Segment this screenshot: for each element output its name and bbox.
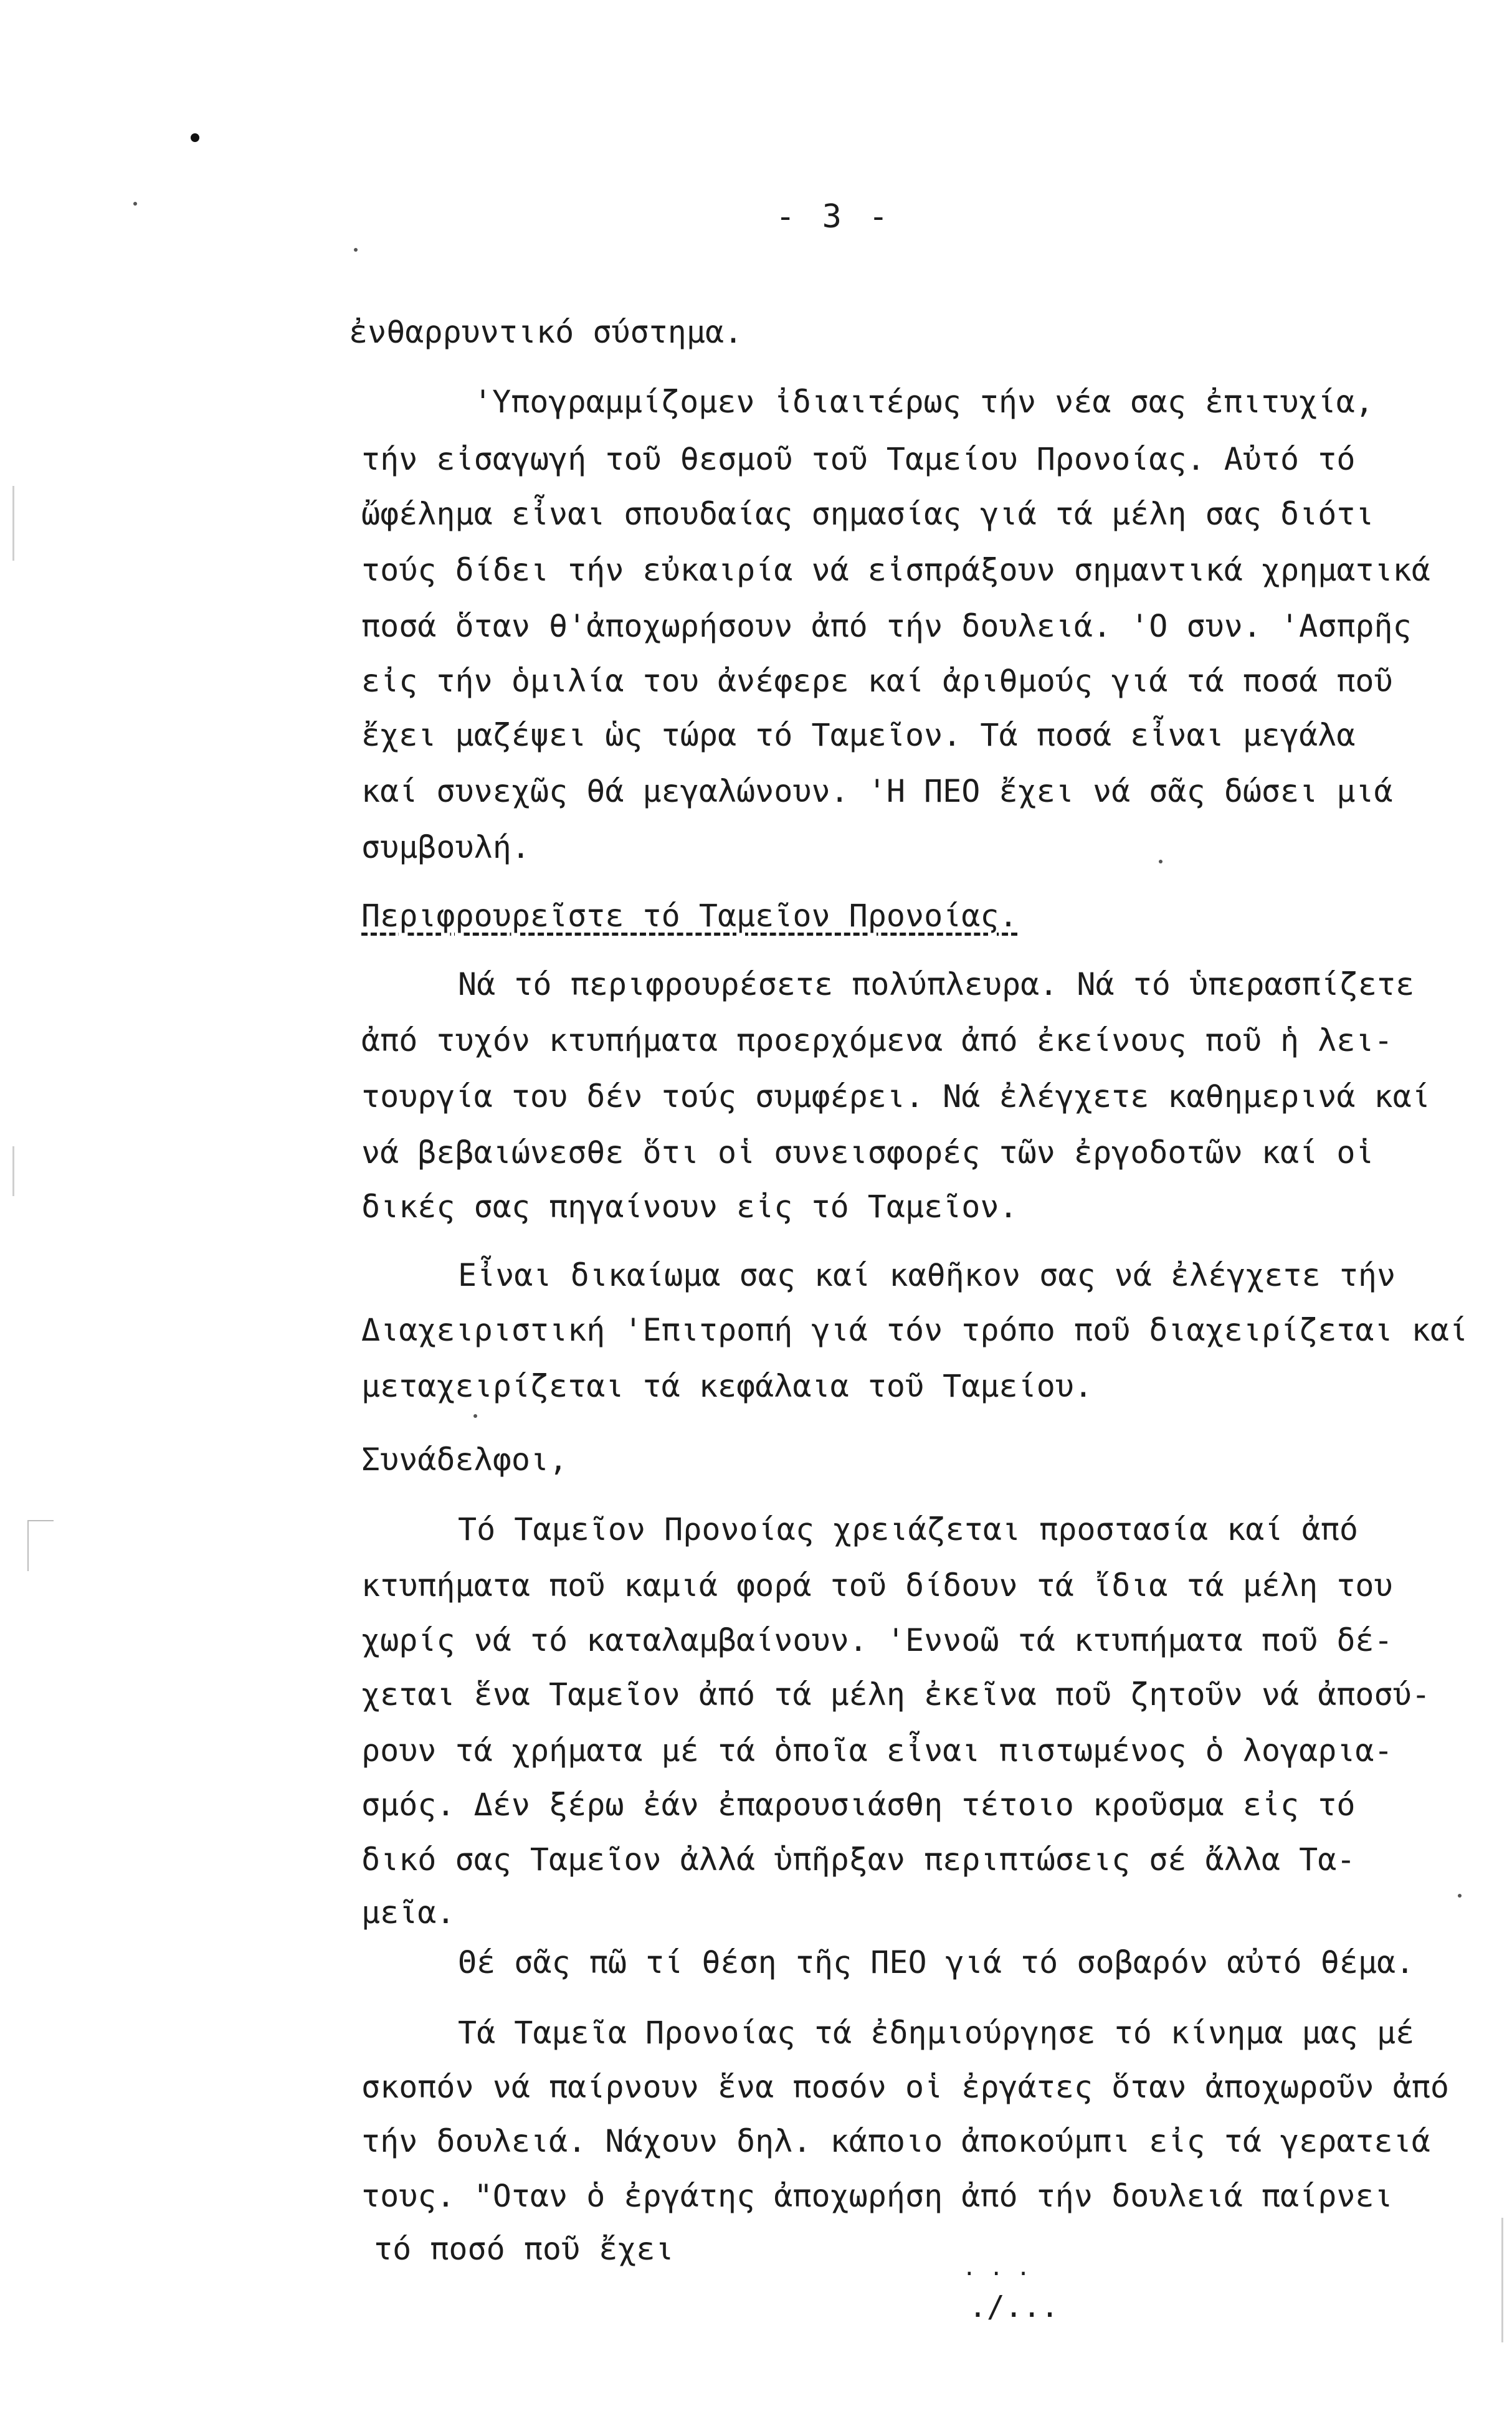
ink-speck xyxy=(473,1414,477,1418)
continuation-mark: ./... xyxy=(969,2289,1059,2324)
text-line: ποσά ὅταν θ'ἀποχωρήσουν ἀπό τήν δουλειά. 'Ο συν. 'Ασπρῆς xyxy=(361,608,1412,644)
text-line: συμβουλή. xyxy=(361,829,530,865)
ellipsis-mark: . . . xyxy=(963,2255,1030,2281)
text-line: κτυπήματα ποῦ καμιά φορά τοῦ δίδουν τά ἴδια τά μέλη του xyxy=(361,1567,1393,1604)
text-line: ὤφέλημα εἶναι σπουδαίας σημασίας γιά τά μέλη σας διότι xyxy=(361,496,1374,532)
text-line: τούς δίδει τήν εὐκαιρία νά εἰσπράξουν σημαντικά χρηματικά xyxy=(361,552,1430,588)
text-line: τουργία του δέν τούς συμφέρει. Νά ἐλέγχετε καθημερινά καί xyxy=(361,1078,1430,1114)
page-number: - 3 - xyxy=(776,198,892,235)
text-line: 'Υπογραμμίζομεν ἰδιαιτέρως τήν νέα σας ἐπιτυχία, xyxy=(473,384,1374,420)
text-line: σκοπόν νά παίρνουν ἕνα ποσόν οἱ ἐργάτες ὅταν ἀποχωροῦν ἀπό xyxy=(361,2069,1449,2105)
text-line: Τό Ταμεῖον Προνοίας χρειάζεται προστασία καί ἀπό xyxy=(458,1511,1358,1547)
ink-speck xyxy=(1458,1894,1462,1898)
text-line: τό ποσό ποῦ ἔχει xyxy=(374,2231,674,2267)
margin-tick xyxy=(12,486,14,561)
salutation: Συνάδελφοι, xyxy=(361,1442,568,1478)
text-line: δικό σας Ταμεῖον ἀλλά ὑπῆρξαν περιπτώσεις σέ ἄλλα Τα- xyxy=(361,1842,1356,1878)
text-line: Διαχειριστική 'Επιτροπή γιά τόν τρόπο ποῦ διαχειρίζεται καί xyxy=(361,1312,1468,1348)
text-line: νά βεβαιώνεσθε ὅτι οἱ συνεισφορές τῶν ἐργοδοτῶν καί οἱ xyxy=(361,1134,1374,1171)
margin-bracket xyxy=(27,1520,54,1571)
text-line: Θέ σᾶς πῶ τί θέση τῆς ΠΕΟ γιά τό σοβαρόν αὐτό θέμα. xyxy=(458,1944,1415,1980)
text-line: τήν δουλειά. Νάχουν δηλ. κάποιο ἀποκούμπι εἰς τά γερατειά xyxy=(361,2123,1430,2159)
text-line: τους. "Οταν ὁ ἐργάτης ἀποχωρήση ἀπό τήν δουλειά παίρνει xyxy=(361,2178,1393,2214)
text-line: ἀπό τυχόν κτυπήματα προερχόμενα ἀπό ἐκείνους ποῦ ἡ λει- xyxy=(361,1022,1393,1058)
text-line: χωρίς νά τό καταλαμβαίνουν. 'Εννοῶ τά κτυπήματα ποῦ δέ- xyxy=(361,1622,1393,1658)
ink-speck xyxy=(1159,860,1163,863)
ink-speck xyxy=(133,202,137,206)
text-line: εἰς τήν ὁμιλία του ἀνέφερε καί ἀριθμούς γιά τά ποσά ποῦ xyxy=(361,663,1393,699)
text-line: Νά τό περιφρουρέσετε πολύπλευρα. Νά τό ὑπερασπίζετε xyxy=(458,966,1415,1002)
text-line: μεῖα. xyxy=(361,1894,455,1931)
margin-tick xyxy=(12,1146,14,1196)
text-line: σμός. Δέν ξέρω ἐάν ἐπαρουσιάσθη τέτοιο κροῦσμα εἰς τό xyxy=(361,1787,1356,1823)
text-line: καί συνεχῶς θά μεγαλώνουν. 'Η ΠΕΟ ἔχει νά σᾶς δώσει μιά xyxy=(361,773,1393,809)
text-line: ἔχει μαζέψει ὡς τώρα τό Ταμεῖον. Τά ποσά εἶναι μεγάλα xyxy=(361,717,1356,753)
text-line: ἐνθαρρυντικό σύστημα. xyxy=(349,314,743,350)
ink-speck xyxy=(354,248,358,252)
margin-tick xyxy=(1501,2218,1503,2342)
text-line: ρουν τά χρήματα μέ τά ὁποῖα εἶναι πιστωμένος ὁ λογαρια- xyxy=(361,1732,1393,1769)
text-line: χεται ἕνα Ταμεῖον ἀπό τά μέλη ἐκεῖνα ποῦ ζητοῦν νά ἀποσύ- xyxy=(361,1676,1430,1713)
text-line: Τά Ταμεῖα Προνοίας τά ἐδημιούργησε τό κίνημα μας μέ xyxy=(458,2015,1415,2051)
text-line: Εἶναι δικαίωμα σας καί καθῆκον σας νά ἐλέγχετε τήν xyxy=(458,1257,1396,1293)
text-line: μεταχειρίζεται τά κεφάλαια τοῦ Ταμείου. xyxy=(361,1368,1093,1404)
text-line: τήν εἰσαγωγή τοῦ θεσμοῦ τοῦ Ταμείου Προνοίας. Αὐτό τό xyxy=(361,441,1356,477)
punch-hole-dot xyxy=(191,133,199,142)
text-line: δικές σας πηγαίνουν εἰς τό Ταμεῖον. xyxy=(361,1189,1018,1225)
section-heading: Περιφρουρεῖστε τό Ταμεῖον Προνοίας. xyxy=(361,898,1018,934)
